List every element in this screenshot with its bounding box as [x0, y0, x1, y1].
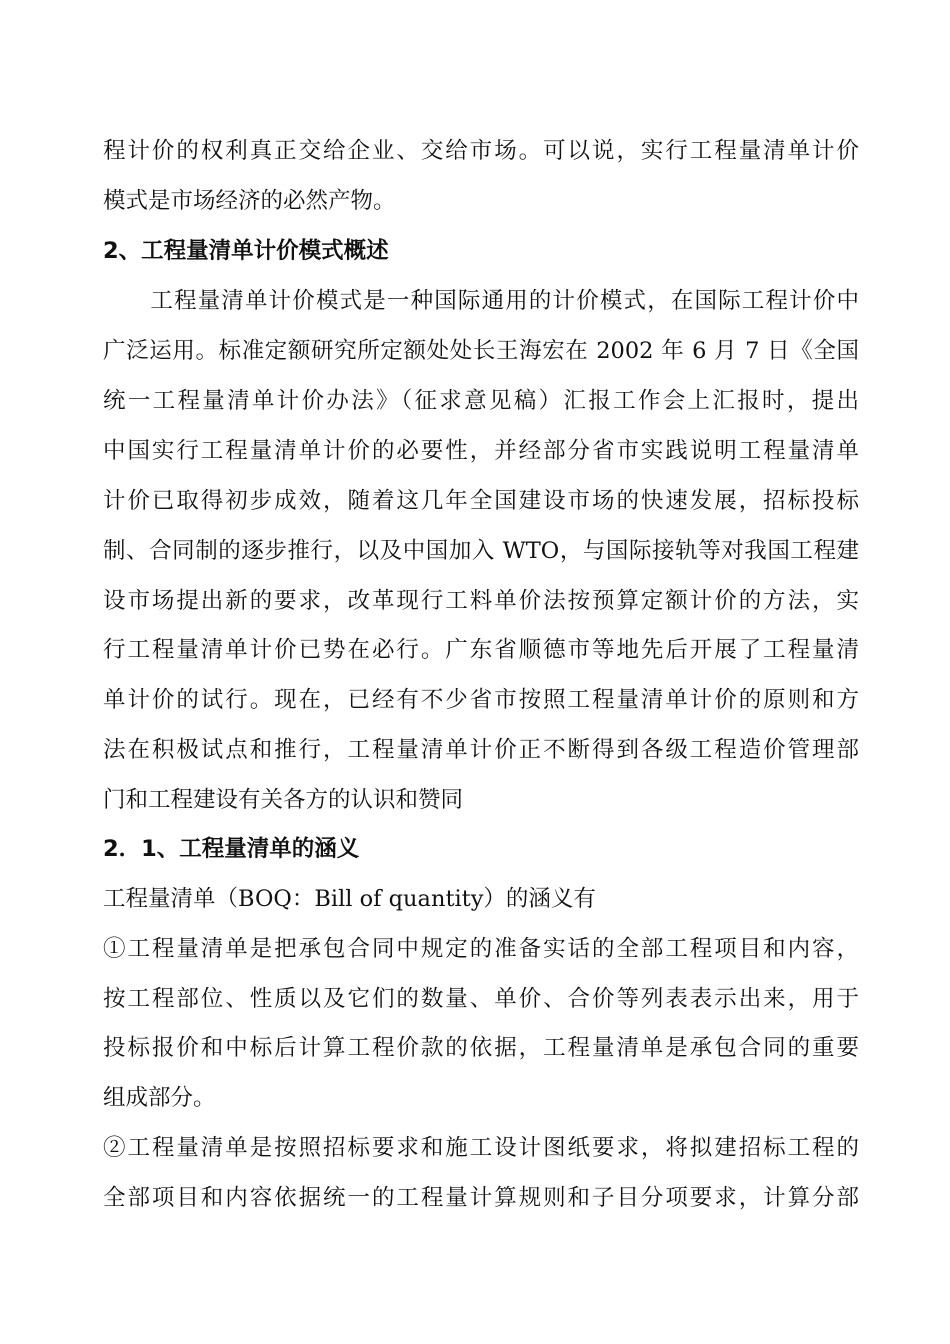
list-item-line: 组成部分。: [103, 1085, 216, 1111]
paragraph-line: 法在积极试点和推行，工程量清单计价正不断得到各级工程造价管理部: [103, 737, 859, 763]
paragraph-line: 行工程量清单计价已势在必行。广东省顺德市等地先后开展了工程量清: [103, 637, 859, 663]
paragraph-line: 设市场提出新的要求，改革现行工料单价法按预算定额计价的方法，实: [103, 588, 859, 614]
list-item-line: ②工程量清单是按照招标要求和施工设计图纸要求，将拟建招标工程的: [103, 1135, 859, 1161]
list-item-line: 按工程部位、性质以及它们的数量、单价、合价等列表表示出来，用于: [103, 986, 859, 1012]
paragraph-line: 广泛运用。标准定额研究所定额处处长王海宏在 2002 年 6 月 7 日《全国: [103, 338, 859, 364]
paragraph-line: 工程量清单（BOQ：Bill of quantity）的涵义有: [103, 886, 596, 912]
paragraph-line: 制、合同制的逐步推行，以及中国加入 WTO，与国际接轨等对我国工程建: [103, 538, 859, 564]
paragraph-line: 程计价的权利真正交给企业、交给市场。可以说，实行工程量清单计价: [103, 138, 859, 164]
paragraph-line: 门和工程建设有关各方的认识和赞同: [103, 787, 464, 813]
list-item-line: ①工程量清单是把承包合同中规定的准备实话的全部工程项目和内容，: [103, 936, 859, 962]
paragraph-line: 单计价的试行。现在，已经有不少省市按照工程量清单计价的原则和方: [103, 687, 859, 713]
paragraph-line: 统一工程量清单计价办法》（征求意见稿）汇报工作会上汇报时，提出: [103, 388, 859, 414]
subsection-heading: 2．1、工程量清单的涵义: [103, 836, 360, 862]
section-heading: 2、工程量清单计价模式概述: [103, 238, 389, 264]
list-item-line: 投标报价和中标后计算工程价款的依据，工程量清单是承包合同的重要: [103, 1035, 859, 1061]
paragraph-line: 计价已取得初步成效，随着这几年全国建设市场的快速发展，招标投标: [103, 488, 859, 514]
paragraph-line: 工程量清单计价模式是一种国际通用的计价模式，在国际工程计价中: [103, 288, 859, 314]
list-item-line: 全部项目和内容依据统一的工程量计算规则和子目分项要求，计算分部: [103, 1185, 859, 1211]
paragraph-line: 中国实行工程量清单计价的必要性，并经部分省市实践说明工程量清单: [103, 438, 859, 464]
paragraph-line: 模式是市场经济的必然产物。: [103, 188, 396, 214]
